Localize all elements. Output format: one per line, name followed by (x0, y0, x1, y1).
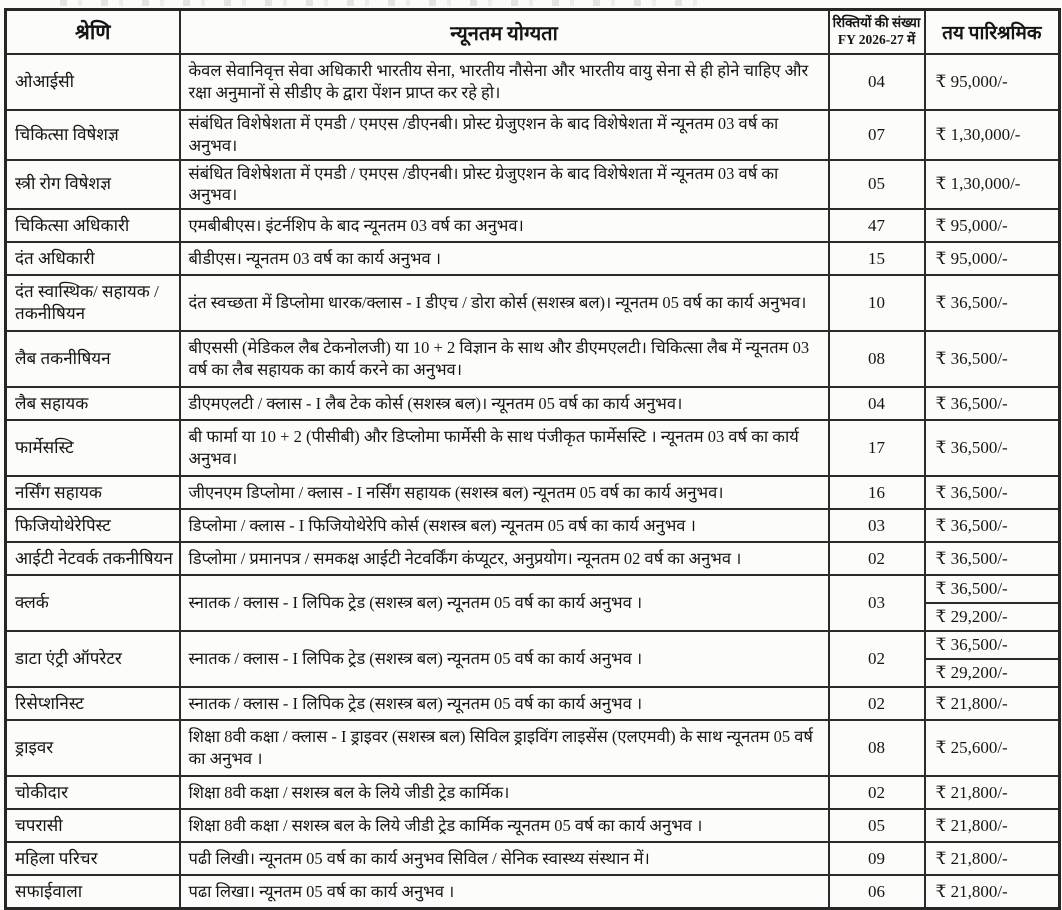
qualification-cell: पढी लिखी। न्यूनतम 05 वर्ष का कार्य अनुभव सिविल / सेनिक स्वास्थ्य संस्थान में। (180, 842, 829, 875)
qualification-cell: बी फार्मा या 10 + 2 (पीसीबी) और डिप्लोमा फार्मेसी के साथ पंजीकृत फार्मेसस्टि । न्यूनतम 03 वर्ष का कार्य अनुभव। (180, 420, 829, 476)
vacancies-cell: 06 (829, 875, 925, 909)
table-row (6, 54, 1060, 110)
category-cell: चपरासी (6, 809, 180, 842)
qualification-cell: स्नातक / क्लास - I लिपिक ट्रेड (सशस्त्र बल) न्यूनतम 05 वर्ष का कार्य अनुभव । (180, 631, 829, 687)
qualification-cell: स्नातक / क्लास - I लिपिक ट्रेड (सशस्त्र बल) न्यूनतम 05 वर्ष का कार्य अनुभव । (180, 687, 829, 720)
pay-amount: ₹ 21,800/- (935, 782, 1008, 802)
vacancies-cell: 07 (829, 110, 925, 160)
qualification-cell: स्नातक / क्लास - I लिपिक ट्रेड (सशस्त्र बल) न्यूनतम 05 वर्ष का कार्य अनुभव । (180, 575, 829, 631)
pay-amount: ₹ 21,800/- (935, 815, 1008, 835)
vacancy-table (4, 8, 1061, 910)
qualification-cell: शिक्षा 8वी कक्षा / सशस्त्र बल के लिये जीडी ट्रेड कार्मिक न्यूनतम 05 वर्ष का कार्य अनुभव । (180, 809, 829, 842)
vacancies-cell: 09 (829, 842, 925, 875)
qualification-cell: केवल सेवानिवृत्त सेवा अधिकारी भारतीय सेना, भारतीय नौसेना और भारतीय वायु सेना से ही होने चाहिए और रक्षा अनुमानों से सीडीए के द्वारा पेंशन प्राप्त कर रहे हो। (180, 54, 829, 110)
vacancies-cell: 05 (829, 809, 925, 842)
table-row (6, 509, 1060, 542)
header-vacancies (829, 10, 925, 55)
pay-cell (925, 809, 1060, 842)
category-cell: चोकीदार (6, 776, 180, 809)
vacancies-cell: 47 (829, 209, 925, 242)
vacancies-cell: 02 (829, 542, 925, 575)
pay-amount: ₹ 95,000/- (935, 72, 1008, 91)
header-pay: तय पारिश्रमिक (925, 10, 1060, 55)
category-cell: रिसेप्शनिस्ट (6, 687, 180, 720)
pay-cell (925, 542, 1060, 575)
vacancies-cell: 04 (829, 54, 925, 110)
pay-amount: ₹ 21,800/- (935, 693, 1008, 713)
pay-amount: ₹ 36,500/- (935, 293, 1008, 313)
category-cell: लैब सहायक (6, 387, 180, 420)
vacancies-cell: 08 (829, 331, 925, 387)
table-row (6, 842, 1060, 875)
category-cell: आईटी नेटवर्क तकनीषियन (6, 542, 180, 575)
pay-amount: ₹ 36,500/- (935, 548, 1008, 568)
category-cell: नर्सिंग सहायक (6, 476, 180, 509)
pay-amount: ₹ 36,500/- (935, 349, 1008, 369)
pay-cell (925, 776, 1060, 809)
pay-cell (925, 242, 1060, 275)
qualification-cell: शिक्षा 8वी कक्षा / सशस्त्र बल के लिये जीडी ट्रेड कार्मिक। (180, 776, 829, 809)
table-row (6, 720, 1060, 776)
pay-cell (925, 275, 1060, 331)
table-row (6, 275, 1060, 331)
table-row (6, 160, 1060, 210)
vacancies-cell: 03 (829, 509, 925, 542)
pay-amount: ₹ 29,200/- (926, 658, 1059, 686)
table-row (6, 420, 1060, 476)
category-cell: डाटा एंट्री ऑपरेटर (6, 631, 180, 687)
category-cell: महिला परिचर (6, 842, 180, 875)
table-row (6, 631, 1060, 687)
category-cell: चिकित्सा विषेशज्ञ (6, 110, 180, 160)
pay-cell (925, 875, 1060, 909)
qualification-cell: जीएनएम डिप्लोमा / क्लास - I नर्सिंग सहायक (सशस्त्र बल) न्यूनतम 05 वर्ष का कार्य अनुभव। (180, 476, 829, 509)
table-row (6, 209, 1060, 242)
table-row (6, 476, 1060, 509)
qualification-cell: बीएससी (मेडिकल लैब टेकनोलजी) या 10 + 2 विज्ञान के साथ और डीएमएलटी। चिकित्सा लैब में न्यूनतम 03 वर्ष का लैब सहायक का कार्य करने का अनुभव। (180, 331, 829, 387)
cropped-text-remnant (60, 0, 700, 6)
qualification-cell: डीएमएलटी / क्लास - I लैब टेक कोर्स (सशस्त्र बल)। न्यूनतम 05 वर्ष का कार्य अनुभव। (180, 387, 829, 420)
table-header-row (6, 10, 1060, 55)
category-cell: स्त्री रोग विषेशज्ञ (6, 160, 180, 210)
qualification-cell: डिप्लोमा / प्रमानपत्र / समकक्ष आईटी नेटवर्किंग कंप्यूटर, अनुप्रयोग। न्यूनतम 02 वर्ष का अनुभव । (180, 542, 829, 575)
table-row (6, 242, 1060, 275)
table-row (6, 110, 1060, 160)
qualification-cell: पढा लिखा। न्यूनतम 05 वर्ष का कार्य अनुभव । (180, 875, 829, 909)
pay-cell (925, 209, 1060, 242)
table-row (6, 575, 1060, 631)
category-cell: चिकित्सा अधिकारी (6, 209, 180, 242)
qualification-cell: बीडीएस। न्यूनतम 03 वर्ष का कार्य अनुभव । (180, 242, 829, 275)
pay-amount: ₹ 25,600/- (935, 738, 1008, 758)
pay-amount: ₹ 1,30,000/- (935, 124, 1021, 144)
category-cell: दंत स्वास्थिक/ सहायक / तकनीषियन (6, 275, 180, 331)
pay-cell (925, 631, 1060, 687)
pay-amount: ₹ 29,200/- (926, 602, 1059, 630)
pay-amount: ₹ 36,500/- (935, 635, 1008, 655)
header-qualification: न्यूनतम योग्यता (180, 10, 829, 55)
pay-amount: ₹ 36,500/- (935, 438, 1008, 458)
vacancies-cell: 02 (829, 776, 925, 809)
category-cell: फिजियोथेरेपिस्ट (6, 509, 180, 542)
vacancies-cell: 15 (829, 242, 925, 275)
pay-cell (925, 575, 1060, 631)
qualification-cell: डिप्लोमा / क्लास - I फिजियोथेरेपि कोर्स (सशस्त्र बल) न्यूनतम 05 वर्ष का कार्य अनुभव । (180, 509, 829, 542)
category-cell: सफाईवाला (6, 875, 180, 909)
pay-cell (925, 476, 1060, 509)
header-vacancies-line2: FY 2026-27 में (837, 32, 916, 47)
category-cell: फार्मेसस्टि (6, 420, 180, 476)
table-row (6, 809, 1060, 842)
category-cell: दंत अधिकारी (6, 242, 180, 275)
category-cell: लैब तकनीषियन (6, 331, 180, 387)
vacancies-cell: 08 (829, 720, 925, 776)
pay-amount: ₹ 95,000/- (935, 215, 1008, 235)
header-category: श्रेणि (6, 10, 180, 55)
pay-amount: ₹ 36,500/- (935, 393, 1008, 413)
pay-cell (925, 509, 1060, 542)
vacancies-cell: 02 (829, 631, 925, 687)
pay-cell (925, 387, 1060, 420)
vacancies-cell: 17 (829, 420, 925, 476)
vacancies-cell: 03 (829, 575, 925, 631)
vacancies-cell: 04 (829, 387, 925, 420)
pay-amount: ₹ 36,500/- (935, 515, 1008, 535)
pay-cell (925, 160, 1060, 210)
category-cell: क्लर्क (6, 575, 180, 631)
category-cell: ड्राइवर (6, 720, 180, 776)
pay-amount: ₹ 36,500/- (935, 482, 1008, 502)
pay-cell (925, 110, 1060, 160)
pay-cell (925, 687, 1060, 720)
table-row (6, 875, 1060, 909)
vacancies-cell: 02 (829, 687, 925, 720)
pay-cell (925, 842, 1060, 875)
qualification-cell: एमबीबीएस। इंटर्नशिप के बाद न्यूनतम 03 वर्ष का अनुभव। (180, 209, 829, 242)
category-cell: ओआईसी (6, 54, 180, 110)
pay-cell (925, 331, 1060, 387)
table-row (6, 331, 1060, 387)
pay-amount: ₹ 21,800/- (935, 848, 1008, 868)
pay-cell (925, 54, 1060, 110)
pay-cell (925, 720, 1060, 776)
table-row (6, 387, 1060, 420)
qualification-cell: शिक्षा 8वी कक्षा / क्लास - I ड्राइवर (सशस्त्र बल) सिविल ड्राइविंग लाइसेंस (एलएमवी) के साथ न्यूनतम 05 वर्ष का अनुभव । (180, 720, 829, 776)
table-row (6, 542, 1060, 575)
pay-amount: ₹ 21,800/- (935, 881, 1008, 901)
header-vacancies-line1: रिक्तियों की संख्या (832, 15, 921, 31)
table-row (6, 776, 1060, 809)
pay-amount: ₹ 36,500/- (935, 579, 1008, 599)
qualification-cell: दंत स्वच्छता में डिप्लोमा धारक/क्लास - I डीएच / डोरा कोर्स (सशस्त्र बल)। न्यूनतम 05 वर्ष का कार्य अनुभव। (180, 275, 829, 331)
vacancies-cell: 10 (829, 275, 925, 331)
pay-amount: ₹ 1,30,000/- (935, 174, 1021, 194)
qualification-cell: संबंधित विशेषेशता में एमडी / एमएस /डीएनबी। प्रोस्ट ग्रेजुएशन के बाद विशेषेशता में न्यूनतम 03 वर्ष का अनुभव। (180, 160, 829, 210)
qualification-cell: संबंधित विशेषेशता में एमडी / एमएस /डीएनबी। प्रोस्ट ग्रेजुएशन के बाद विशेषेशता में न्यूनतम 03 वर्ष का अनुभव। (180, 110, 829, 160)
table-row (6, 687, 1060, 720)
vacancies-cell: 16 (829, 476, 925, 509)
pay-cell (925, 420, 1060, 476)
vacancies-cell: 05 (829, 160, 925, 210)
pay-amount: ₹ 95,000/- (935, 248, 1008, 268)
